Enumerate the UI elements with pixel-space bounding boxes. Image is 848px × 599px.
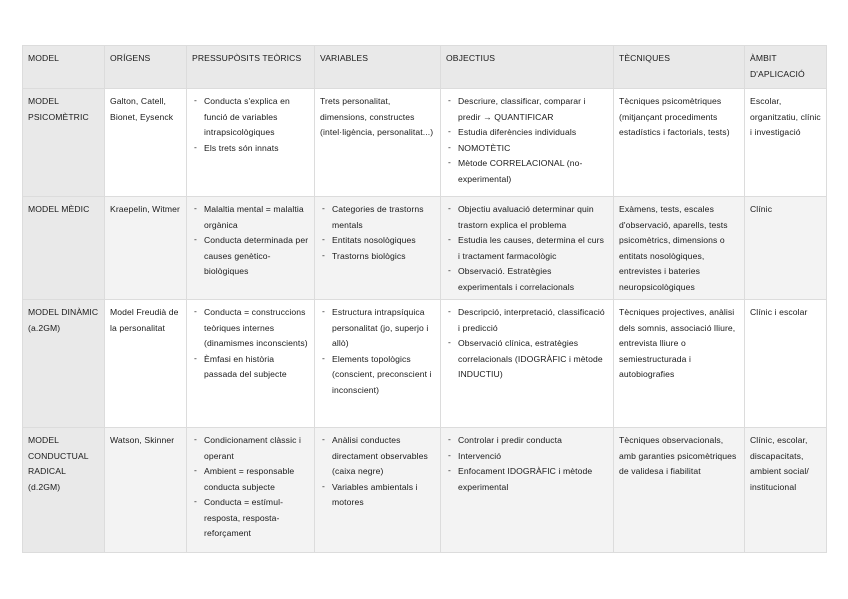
column-header-origens: ORÍGENS — [105, 46, 187, 89]
cell-model: MODEL MÈDIC — [23, 197, 105, 300]
bullet-list — [192, 202, 309, 280]
cell-tecniques: Tècniques observacionals, amb garanties psicomètriques de validesa i fiabilitat — [614, 428, 745, 553]
list-item: - Variables ambientals i motores — [332, 480, 435, 511]
cell-pressuposits — [187, 197, 315, 300]
bullet-list — [320, 305, 435, 398]
column-header-pressuposits: PRESSUPÒSITS TEÒRICS — [187, 46, 315, 89]
list-item: - Conducta = estímul-resposta, resposta-reforçament — [204, 495, 309, 542]
table-row — [23, 89, 827, 197]
list-item: - Categories de trastorns mentals — [332, 202, 435, 233]
cell-variables — [315, 197, 441, 300]
list-item: - Condicionament clàssic i operant — [204, 433, 309, 464]
list-item: - Estudia les causes, determina el curs i tractament farmacològic — [458, 233, 608, 264]
list-item: - Conducta = construccions teòriques internes (dinamismes inconscients) — [204, 305, 309, 352]
list-item: - Intervenció — [458, 449, 608, 465]
bullet-list — [446, 305, 608, 383]
list-item: - Elements topològics (conscient, preconscient i inconscient) — [332, 352, 435, 399]
cell-variables — [315, 300, 441, 428]
list-item: - Conducta determinada per causes genètico-biològiques — [204, 233, 309, 280]
list-item: - Mètode CORRELACIONAL (no-experimental) — [458, 156, 608, 187]
cell-tecniques: Exàmens, tests, escales d'observació, aparells, tests psicomètrics, dimensions o entitats nosològiques, entrevistes i bateries neuropsicològiques — [614, 197, 745, 300]
list-item: - Descriure, classificar, comparar i predir → QUANTIFICAR — [458, 94, 608, 125]
bullet-list — [320, 433, 435, 511]
list-item: - Estudia diferències individuals — [458, 125, 608, 141]
list-item: - Observació clínica, estratègies correlacionals (IDOGRÀFIC i mètode INDUCTIU) — [458, 336, 608, 383]
bullet-list — [192, 433, 309, 542]
models-table — [22, 45, 827, 553]
list-item: - Trastorns biològics — [332, 249, 435, 265]
cell-ambit: Clínic — [745, 197, 827, 300]
cell-ambit: Escolar, organitzatiu, clínic i investigació — [745, 89, 827, 197]
list-item: - Descripció, interpretació, classificació i predicció — [458, 305, 608, 336]
cell-pressuposits — [187, 428, 315, 553]
cell-origens: Kraepelin, Witmer — [105, 197, 187, 300]
cell-variables — [315, 428, 441, 553]
column-header-model: MODEL — [23, 46, 105, 89]
list-item: - Anàlisi conductes directament observables (caixa negre) — [332, 433, 435, 480]
cell-origens: Model Freudià de la personalitat — [105, 300, 187, 428]
bullet-list — [446, 202, 608, 295]
list-item: - Ambient = responsable conducta subjecte — [204, 464, 309, 495]
bullet-list — [192, 305, 309, 383]
table-row — [23, 300, 827, 428]
bullet-list — [446, 94, 608, 187]
cell-tecniques: Tècniques projectives, anàlisi dels somnis, associació lliure, entrevista lliure o semiestructurada i autobiografies — [614, 300, 745, 428]
cell-model: MODEL CONDUCTUAL RADICAL (d.2GM) — [23, 428, 105, 553]
cell-origens: Watson, Skinner — [105, 428, 187, 553]
list-item: - Els trets són innats — [204, 141, 309, 157]
cell-variables: Trets personalitat, dimensions, constructes (intel·ligència, personalitat...) — [315, 89, 441, 197]
column-header-tecniques: TÈCNIQUES — [614, 46, 745, 89]
list-item: - Enfocament IDOGRÀFIC i mètode experimental — [458, 464, 608, 495]
list-item: - Èmfasi en història passada del subjecte — [204, 352, 309, 383]
list-item: - NOMOTÈTIC — [458, 141, 608, 157]
table-row — [23, 197, 827, 300]
table-row — [23, 428, 827, 553]
cell-pressuposits — [187, 89, 315, 197]
cell-objectius — [441, 197, 614, 300]
list-item: - Controlar i predir conducta — [458, 433, 608, 449]
column-header-ambit: ÀMBIT D'APLICACIÓ — [745, 46, 827, 89]
column-header-objectius: OBJECTIUS — [441, 46, 614, 89]
cell-ambit: Clínic i escolar — [745, 300, 827, 428]
list-item: - Objectiu avaluació determinar quin trastorn explica el problema — [458, 202, 608, 233]
bullet-list — [446, 433, 608, 495]
bullet-list — [192, 94, 309, 156]
cell-objectius — [441, 89, 614, 197]
list-item: - Estructura intrapsíquica personalitat (jo, superjo i allò) — [332, 305, 435, 352]
cell-tecniques: Tècniques psicomètriques (mitjançant procediments estadístics i factorials, tests) — [614, 89, 745, 197]
cell-objectius — [441, 300, 614, 428]
cell-origens: Galton, Catell, Bionet, Eysenck — [105, 89, 187, 197]
cell-objectius — [441, 428, 614, 553]
list-item: - Entitats nosològiques — [332, 233, 435, 249]
cell-pressuposits — [187, 300, 315, 428]
list-item: - Observació. Estratègies experimentals i correlacionals — [458, 264, 608, 295]
bullet-list — [320, 202, 435, 264]
list-item: - Malaltia mental = malaltia orgànica — [204, 202, 309, 233]
cell-model: MODEL PSICOMÈTRIC — [23, 89, 105, 197]
cell-model: MODEL DINÀMIC (a.2GM) — [23, 300, 105, 428]
column-header-variables: VARIABLES — [315, 46, 441, 89]
cell-ambit: Clínic, escolar, discapacitats, ambient social/ institucional — [745, 428, 827, 553]
list-item: - Conducta s'explica en funció de variables intrapsicològiques — [204, 94, 309, 141]
header-row — [23, 46, 827, 89]
